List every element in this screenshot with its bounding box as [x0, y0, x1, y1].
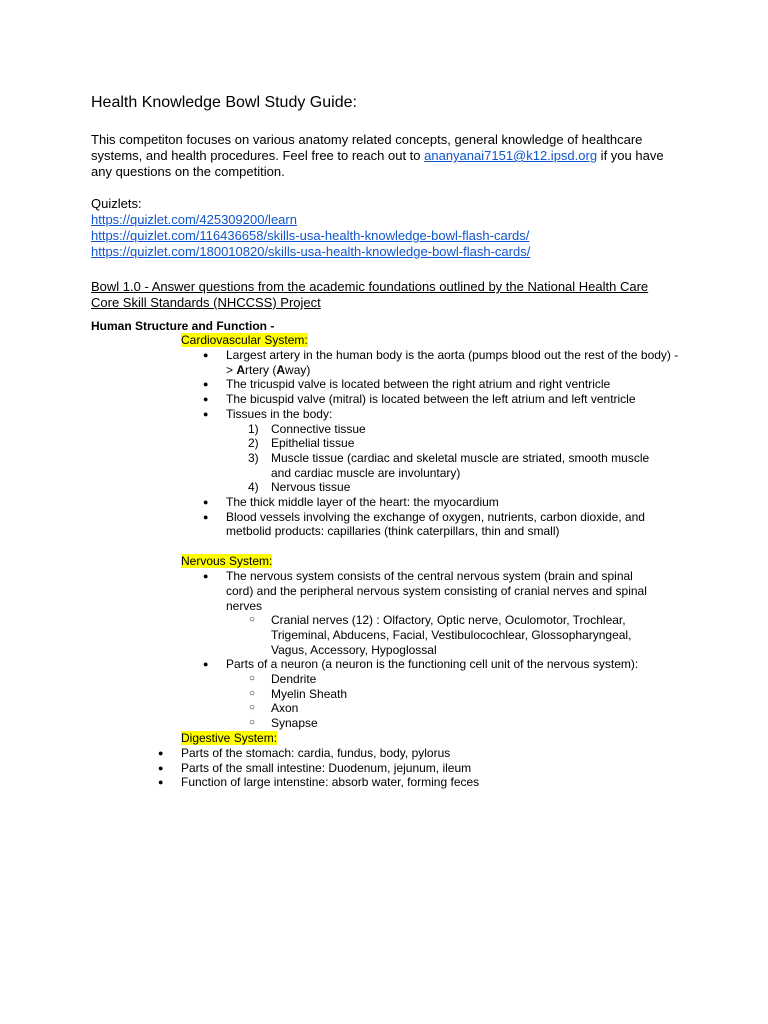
list-item: ● Blood vessels involving the exchange of oxygen, nutrients, carbon dioxide, and metbolid products: capillaries (think caterpillars, thin and small): [203, 509, 645, 539]
list-item: ● The nervous system consists of the central nervous system (brain and spinal cord) and the peripheral nervous system consisting of cranial nerves and spinal nerves: [203, 569, 647, 613]
sub-list-item: ○ Myelin Sheath: [249, 686, 348, 701]
list-item: ● The thick middle layer of the heart: the myocardium: [203, 495, 499, 510]
circle-bullet-icon: ○: [249, 687, 256, 699]
nervous-heading: Nervous System:: [181, 554, 273, 569]
bullet-icon: ●: [203, 511, 209, 522]
bullet-icon: ●: [203, 408, 209, 419]
sub-list-item: ○ Cranial nerves (12) : Olfactory, Optic nerve, Oculomotor, Trochlear, Trigeminal, Abducens, Facial, Vestibulocochlear, Glossopharyngeal, Vagus, Accessory, Hypoglossal: [249, 613, 632, 657]
bullet-icon: ●: [203, 497, 209, 508]
list-item: ● Tissues in the body:: [203, 406, 333, 421]
intro-text-end: if you have any questions on the competition.: [91, 148, 664, 179]
intro-paragraph: [91, 132, 681, 180]
circle-bullet-icon: ○: [249, 614, 256, 626]
bullet-icon: ●: [203, 394, 209, 405]
circle-bullet-icon: ○: [249, 673, 256, 685]
email-link[interactable]: ananyanai7151@k12.ipsd.org: [424, 148, 598, 163]
list-item: ● The bicuspid valve (mitral) is located between the left atrium and left ventricle: [203, 392, 636, 407]
sub-list-item: ○ Axon: [249, 701, 299, 716]
circle-bullet-icon: ○: [249, 702, 256, 714]
page-title: Health Knowledge Bowl Study Guide:: [91, 94, 357, 111]
numbered-item: 1) Connective tissue: [248, 421, 366, 436]
bullet-icon: ●: [203, 350, 209, 360]
list-item: ● The tricuspid valve is located between the right atrium and right ventricle: [203, 377, 611, 392]
circle-bullet-icon: ○: [249, 717, 256, 729]
sub-list-item: ○ Synapse: [249, 716, 318, 731]
document-body: [91, 92, 681, 790]
bullet-icon: ●: [203, 659, 209, 670]
list-item: ● Parts of the stomach: cardia, fundus, body, pylorus: [158, 745, 451, 760]
numbered-item: 3) Muscle tissue (cardiac and skeletal muscle are striated, smooth muscle and cardiac muscle are involuntary): [248, 450, 650, 480]
quizlet-link-1[interactable]: https://quizlet.com/425309200/learn: [91, 212, 297, 227]
list-item: ● Parts of the small intestine: Duodenum, jejunum, ileum: [158, 760, 472, 775]
list-item: ● Largest artery in the human body is the aorta (pumps blood out the rest of the body) -> Artery (Away): [203, 348, 679, 377]
bullet-icon: ●: [158, 762, 164, 773]
intro-text: This competiton focuses on various anatomy related concepts, general knowledge of healthcare systems, and health procedures. Feel free to reach out to: [91, 132, 643, 163]
list-item: ● Function of large intenstine: absorb water, forming feces: [158, 775, 480, 790]
list-item: ● Parts of a neuron (a neuron is the functioning cell unit of the nervous system):: [203, 657, 639, 672]
bullet-icon: ●: [158, 777, 164, 788]
quizlet-link-3[interactable]: https://quizlet.com/180010820/skills-usa-health-knowledge-bowl-flash-cards/: [91, 244, 531, 259]
numbered-item: 2) Epithelial tissue: [248, 436, 355, 451]
quizlet-link-2[interactable]: https://quizlet.com/116436658/skills-usa-health-knowledge-bowl-flash-cards/: [91, 228, 530, 243]
section-heading: Human Structure and Function -: [91, 319, 275, 333]
bullet-icon: ●: [158, 747, 164, 758]
numbered-item: 4) Nervous tissue: [248, 480, 351, 495]
digestive-heading: Digestive System:: [181, 730, 278, 745]
cardio-heading: Cardiovascular System:: [181, 333, 308, 347]
sub-list-item: ○ Dendrite: [249, 672, 317, 687]
bullet-icon: ●: [203, 379, 209, 390]
bullet-icon: ●: [203, 571, 209, 582]
quizlets-label: Quizlets:: [91, 196, 142, 211]
bowl-heading: Bowl 1.0 - Answer questions from the academic foundations outlined by the National Health Care Core Skill Standards (NHCCSS) Project: [91, 279, 649, 310]
